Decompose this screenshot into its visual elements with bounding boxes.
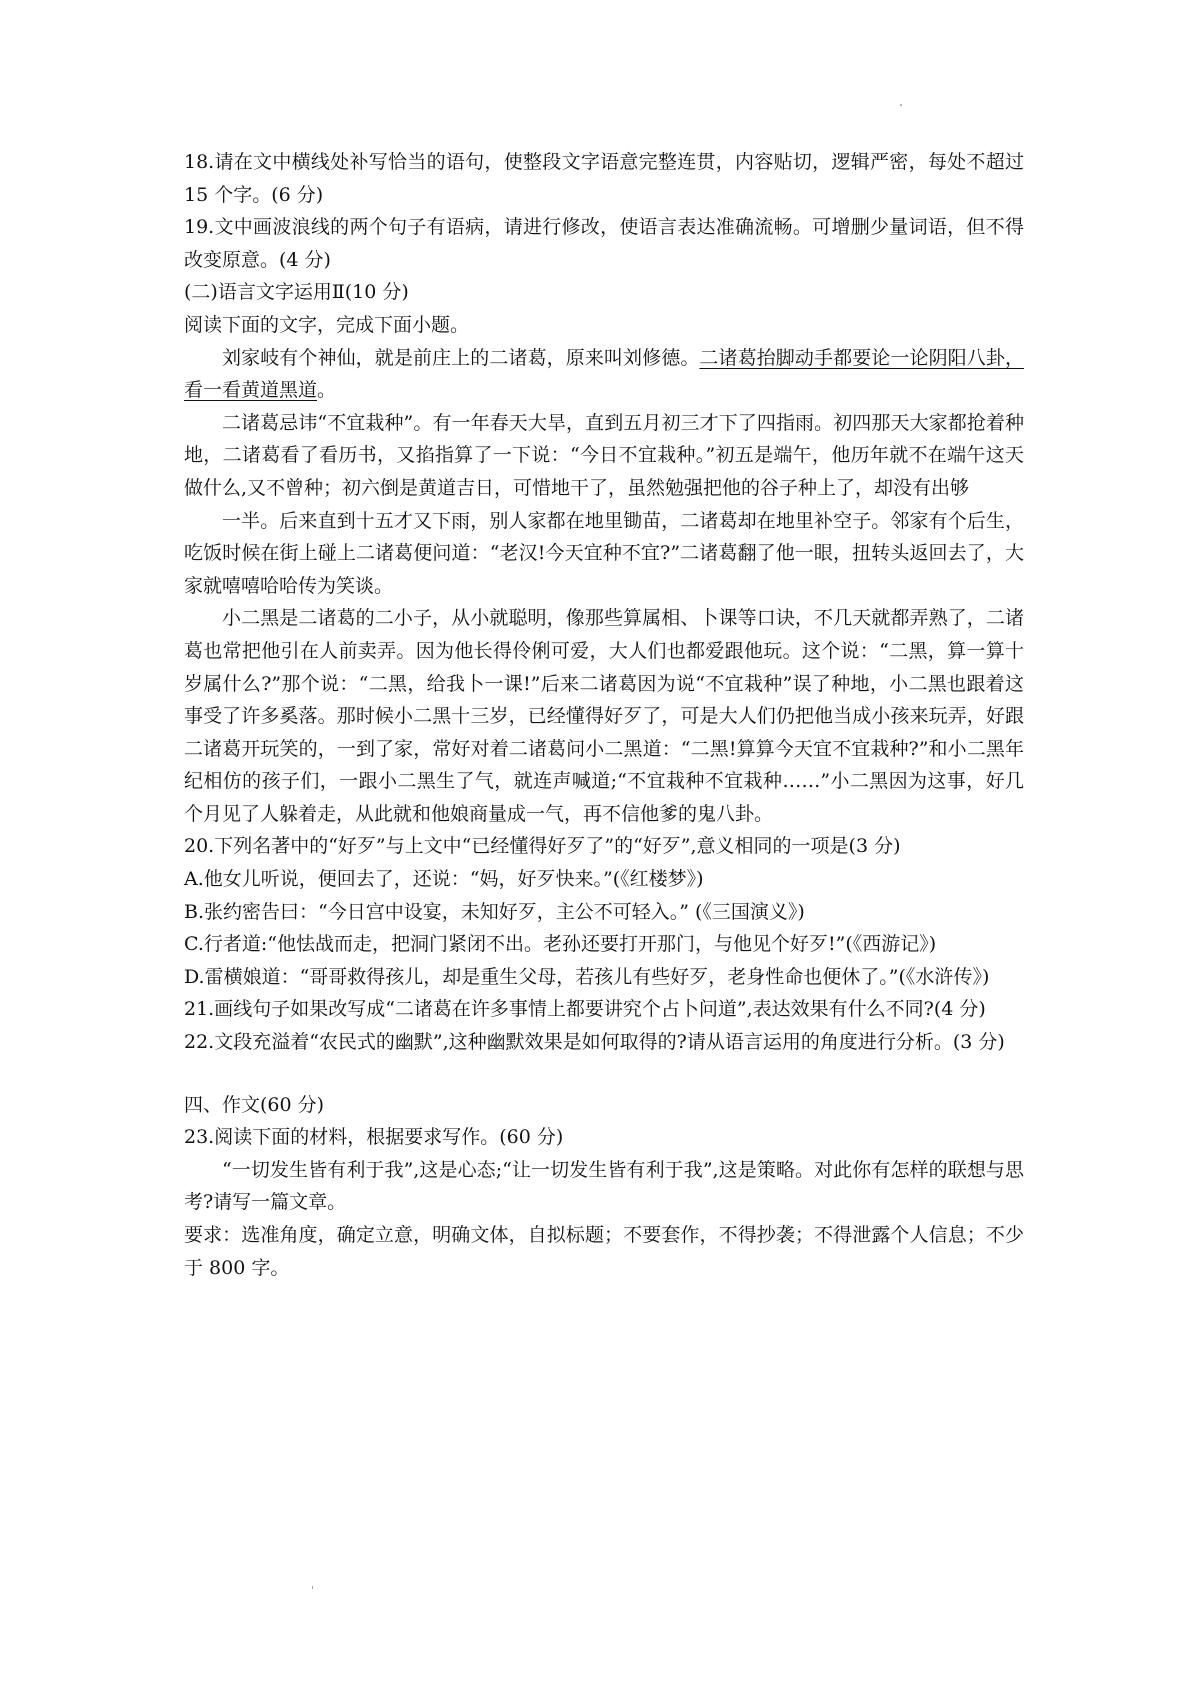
underlined-sentence: 二诸葛抬脚动手都要论一论阴阳八卦，看一看黄道黑道 (184, 346, 1024, 402)
exam-page (184, 146, 1024, 1284)
question-23-material: “一切发生皆有利于我”,这是心态;“让一切发生皆有利于我”,这是策略。对此你有怎样的联想与思考?请写一篇文章。 (184, 1158, 1024, 1214)
passage-paragraph-4: 小二黑是二诸葛的二小子，从小就聪明，像那些算属相、卜课等口诀，不几天就都弄熟了，二诸葛也常把他引在人前卖弄。因为他长得伶俐可爱，大人们也都爱跟他玩。这个说：“二黑，算一算十岁属什么?”那个说：“二黑，给我卜一课!”后来二诸葛因为说“不宜栽种”误了种地，小二黑也跟着这事受了许多奚落。那时候小二黑十三岁，已经懂得好歹了，可是大人们仍把他当成小孩来玩弄，好跟二诸葛开玩笑的，一到了家，常好对着二诸葛问小二黑道：“二黑!算算今天宜不宜栽种?”和小二黑年纪相仿的孩子们，一跟小二黑生了气，就连声喊道;“不宜栽种不宜栽种……”小二黑因为这事，好几个月见了人躲着走，从此就和他娘商量成一气，再不信他爹的鬼八卦。 (184, 607, 1024, 825)
question-22: 22.文段充溢着“农民式的幽默”,这种幽默效果是如何取得的?请从语言运用的角度进行分析。(3 分) (184, 1031, 1005, 1054)
question-21: 21.画线句子如果改写成“二诸葛在许多事情上都要讲究个占卜问道”,表达效果有什么不同?(4 分) (184, 998, 986, 1021)
scan-speck-bottom (312, 1586, 313, 1589)
question-23-requirements: 要求：选准角度，确定立意，明确文体，自拟标题；不要套作，不得抄袭；不得泄露个人信息；不少于 800 字。 (184, 1224, 1024, 1279)
question-20-stem: 20.下列名著中的“好歹”与上文中“已经懂得好歹了”的“好歹”,意义相同的一项是(3 分) (184, 835, 901, 858)
question-20-option-c: C.行者道:“他怯战而走，把洞门紧闭不出。老孙还要打开那门，与他见个好歹!”(《西游记》) (184, 933, 937, 956)
section-2-title: (二)语言文字运用Ⅱ(10 分) (184, 281, 409, 304)
passage-paragraph-2: 二诸葛忌讳“不宜栽种”。有一年春天大旱，直到五月初三才下了四指雨。初四那天大家都抢着种地，二诸葛看了看历书，又掐指算了一下说：“今日不宜栽种。”初五是端午，他历年就不在端午这天做什么,又不曾种；初六倒是黄道吉日，可惜地干了，虽然勉强把他的谷子种上了，却没有出够 (184, 411, 1024, 499)
scan-speck-top (900, 104, 902, 106)
passage-paragraph-1-text: 刘家岐有个神仙，就是前庄上的二诸葛，原来叫刘修德。 (222, 346, 700, 369)
question-19: 19.文中画波浪线的两个句子有语病，请进行修改，使语言表达准确流畅。可增删少量词语，但不得改变原意。(4 分) (184, 216, 1024, 271)
question-20-option-d: D.雷横娘道：“哥哥救得孩儿，却是重生父母，若孩儿有些好歹，老身性命也便休了。”(《水浒传》) (184, 965, 990, 988)
passage-paragraph-1-end: 。 (317, 379, 337, 402)
passage-paragraph-3: 一半。后来直到十五才又下雨，别人家都在地里锄苗，二诸葛却在地里补空子。邻家有个后生，吃饭时候在街上碰上二诸葛便问道：“老汉!今天宜种不宜?”二诸葛翻了他一眼，扭转头返回去了，大家就嘻嘻哈哈传为笑谈。 (184, 509, 1024, 597)
section-spacer (184, 1059, 1024, 1089)
question-23: 23.阅读下面的材料，根据要求写作。(60 分) (184, 1126, 564, 1149)
question-18: 18.请在文中横线处补写恰当的语句，使整段文字语意完整连贯，内容贴切，逻辑严密，每处不超过 15 个字。(6 分) (184, 151, 1024, 206)
section-4-title: 四、作文(60 分) (184, 1093, 325, 1116)
question-20-option-a: A.他女儿听说，便回去了，还说：“妈，好歹快来。”(《红楼梦》) (184, 868, 704, 891)
passage-paragraph-1 (184, 342, 1024, 407)
question-20-option-b: B.张约密告曰：“今日宫中设宴，未知好歹，主公不可轻入。” (《三国演义》) (184, 900, 805, 923)
section-2-instruction: 阅读下面的文字，完成下面小题。 (184, 313, 470, 336)
